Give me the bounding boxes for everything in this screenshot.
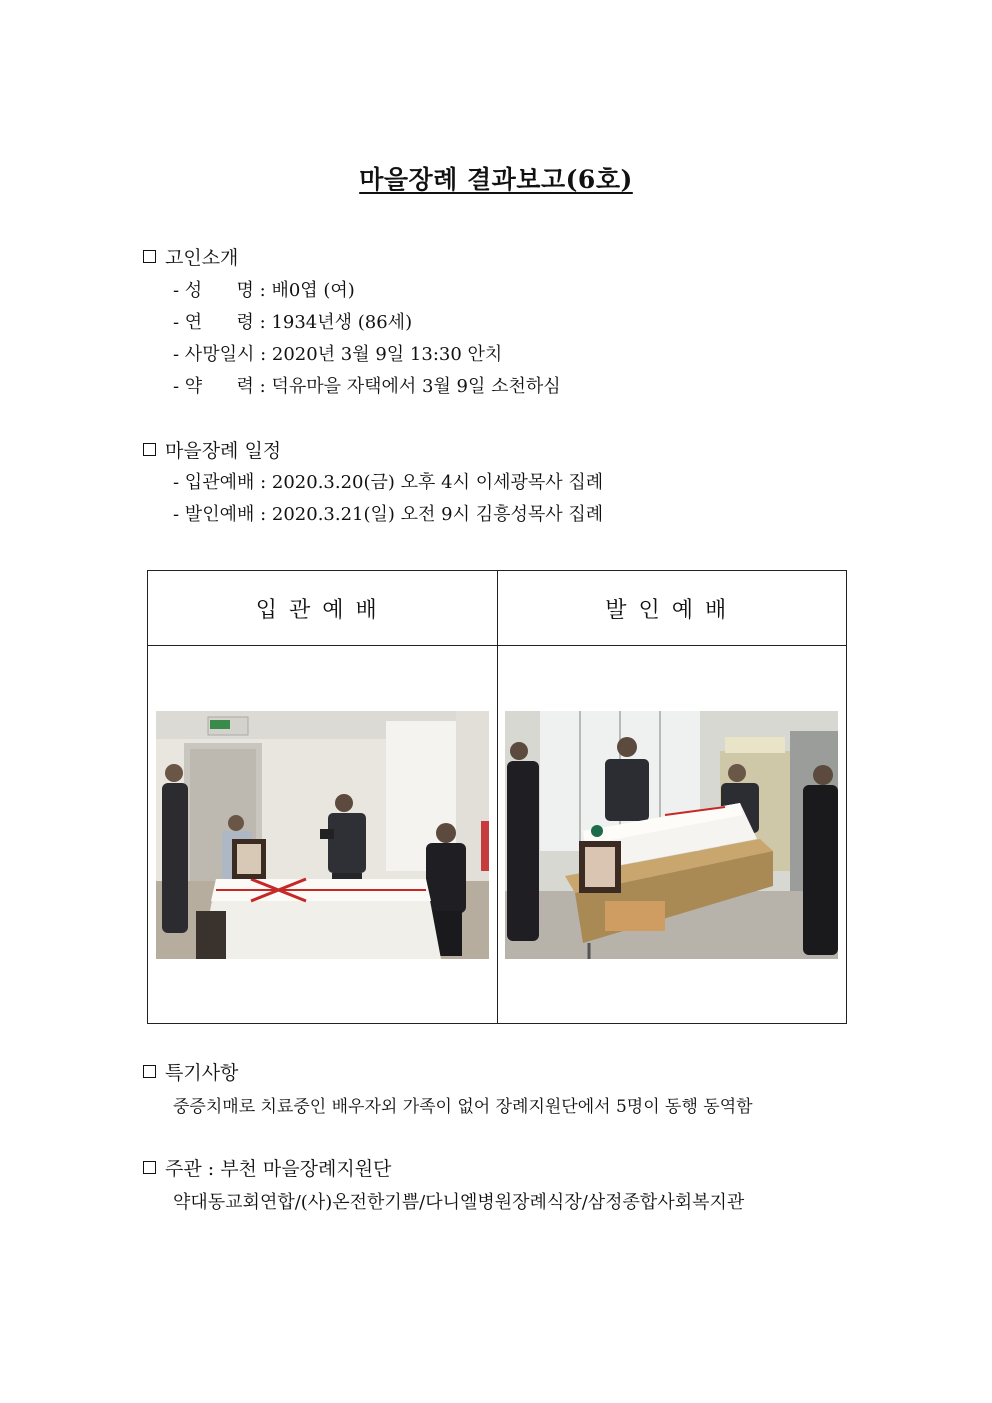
section-notes-heading xyxy=(143,1058,238,1085)
section-heading-text: 고인소개 xyxy=(165,247,239,269)
photo-table-header-encoffining: 입관예배 xyxy=(148,571,498,646)
photo-cell-departure xyxy=(497,646,847,1024)
departure-service-photo xyxy=(505,711,838,959)
section-organizer-heading xyxy=(143,1154,391,1181)
section-heading-text: 특기사항 xyxy=(165,1062,239,1084)
document-title: 마을장례 결과보고(6호) xyxy=(359,165,633,194)
schedule-row-encoffining: - 입관예배 : 2020.3.20(금) 오후 4시 이세광목사 집례 xyxy=(173,472,604,493)
checkbox-square-icon xyxy=(143,443,156,456)
section-schedule-heading xyxy=(143,436,281,463)
photo-table xyxy=(147,570,847,1024)
section-heading-text: 마을장례 일정 xyxy=(165,440,282,462)
photo-table-header-departure: 발인예배 xyxy=(497,571,847,646)
photo-cell-encoffining xyxy=(148,646,498,1024)
checkbox-square-icon xyxy=(143,1065,156,1078)
info-row-death-date: - 사망일시 : 2020년 3월 9일 13:30 안치 xyxy=(173,344,503,365)
info-row-age: - 연 령 : 1934년생 (86세) xyxy=(173,312,413,333)
checkbox-square-icon xyxy=(143,250,156,263)
encoffining-service-photo xyxy=(156,711,489,959)
checkbox-square-icon xyxy=(143,1161,156,1174)
info-row-biography: - 약 력 : 덕유마을 자택에서 3월 9일 소천하심 xyxy=(173,376,561,397)
schedule-row-funeral-departure: - 발인예배 : 2020.3.21(일) 오전 9시 김흥성목사 집례 xyxy=(173,504,604,525)
notes-text: 중증치매로 치료중인 배우자외 가족이 없어 장례지원단에서 5명이 동행 동역함 xyxy=(173,1097,753,1117)
section-deceased-intro-heading xyxy=(143,243,238,270)
section-heading-text: 주관 : 부천 마을장례지원단 xyxy=(165,1158,392,1180)
info-row-name: - 성 명 : 배0엽 (여) xyxy=(173,280,355,301)
organizer-list-text: 약대동교회연합/(사)온전한기쁨/다니엘병원장례식장/삼정종합사회복지관 xyxy=(173,1192,745,1213)
